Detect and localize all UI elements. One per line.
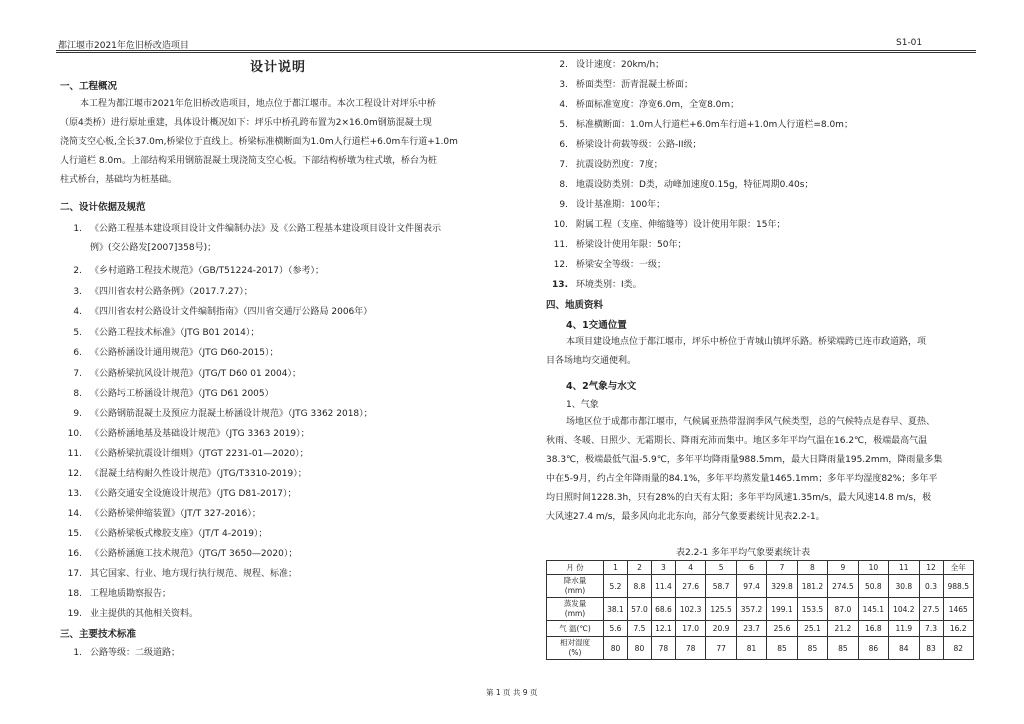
subsection-4-1-heading: 4、1交通位置 xyxy=(566,320,627,331)
table-cell: 86 xyxy=(858,637,888,660)
tech-item-2: 2. 设计速度：20km/h； xyxy=(559,60,665,70)
table-cell: 57.0 xyxy=(627,598,651,621)
spec-item-3: 3. 《四川省农村公路条例》（2017.7.27）； xyxy=(73,287,253,297)
para-line: 目各场地均交通便利。 xyxy=(546,356,637,366)
section-1-heading: 一、工程概况 xyxy=(60,81,118,92)
table-cell: 7 xyxy=(767,561,797,575)
table-cell: 12 xyxy=(919,561,943,575)
table-cell: 83 xyxy=(919,637,943,660)
spec-item-5: 5. 《公路工程技术标准》（JTG B01 2014）； xyxy=(73,328,260,338)
table-cell: 988.5 xyxy=(943,575,974,598)
spec-item-8: 8. 《公路圬工桥涵设计规范》（JTG D61 2005） xyxy=(73,389,274,399)
table-cell: 38.1 xyxy=(604,598,628,621)
table-cell: 全年 xyxy=(943,561,974,575)
para-line: 人行道栏 8.0m。上部结构采用钢筋混凝土现浇简支空心板。下部结构桥墩为柱式墩，桥台为桩 xyxy=(60,156,437,166)
para-line: 场地区位于成都市都江堰市，气候属亚热带湿润季风气候类型，总的气候特点是春早、夏热、 xyxy=(566,417,936,427)
table-row xyxy=(547,621,974,637)
table-cell: 12.1 xyxy=(651,621,675,637)
para-line: 秋雨、冬暖、日照少、无霜期长、降雨充沛而集中。地区多年平均气温在16.2℃，极端最高气温 xyxy=(546,436,928,446)
table-cell: 23.7 xyxy=(736,621,766,637)
table-cell: 5 xyxy=(706,561,736,575)
tech-item-1: 1. 公路等级：二级道路； xyxy=(73,648,181,658)
para-line: 浇简支空心板,全长37.0m,桥梁位于直线上。桥梁标准横断面为1.0m人行道栏+6.0m车行道+1.0m xyxy=(60,137,458,147)
row-label-cell: 蒸发量 (mm) xyxy=(547,598,604,621)
table-cell: 10 xyxy=(858,561,888,575)
tech-item-5: 5. 标准横断面：1.0m人行道栏+6.0m车行道+1.0m人行道栏=8.0m； xyxy=(559,120,853,130)
spec-item-4: 4. 《四川省农村公路设计文件编制指南》（四川省交通厅公路局 2006年） xyxy=(73,307,373,317)
table-cell: 1 xyxy=(604,561,628,575)
table-cell: 11.4 xyxy=(651,575,675,598)
table-caption: 表2.2-1 多年平均气象要素统计表 xyxy=(676,548,811,558)
table-cell: 102.3 xyxy=(675,598,705,621)
table-cell: 21.2 xyxy=(828,621,858,637)
tech-item-9: 9. 设计基准期：100年； xyxy=(559,200,666,210)
table-row xyxy=(547,575,974,598)
table-cell: 274.5 xyxy=(828,575,858,598)
page-title: 设计说明 xyxy=(250,60,307,75)
spec-item-7: 7. 《公路桥梁抗风设计规范》（JTG/T D60 01 2004）； xyxy=(73,369,301,379)
table-cell: 80 xyxy=(627,637,651,660)
tech-item-3: 3. 桥面类型：沥青混凝土桥面； xyxy=(559,80,694,90)
tech-item-11: 11. 桥梁设计使用年限：50年； xyxy=(553,240,687,250)
table-cell: 27.6 xyxy=(675,575,705,598)
climate-table xyxy=(546,560,974,660)
para-line: 柱式桥台，基础均为桩基础。 xyxy=(60,175,178,185)
table-cell: 153.5 xyxy=(797,598,827,621)
tech-item-13: 13. 环境类别：I类。 xyxy=(552,280,642,290)
table-cell: 5.6 xyxy=(604,621,628,637)
row-label-cell: 气 温(℃) xyxy=(547,621,604,637)
row-label-cell: 降水量 (mm) xyxy=(547,575,604,598)
table-cell: 145.1 xyxy=(858,598,888,621)
drawing-code: S1-01 xyxy=(896,38,923,48)
section-1-paragraph xyxy=(60,95,500,190)
table-cell: 78 xyxy=(675,637,705,660)
table-cell: 11.9 xyxy=(889,621,919,637)
subsection-4-2-heading: 4、2气象与水文 xyxy=(566,381,637,392)
table-cell: 30.8 xyxy=(889,575,919,598)
table-cell: 104.2 xyxy=(889,598,919,621)
para-line: 大风速27.4 m/s，最多风向北北东向，部分气象要素统计见表2.2-1。 xyxy=(546,512,825,522)
climate-paragraph xyxy=(546,413,976,527)
section-3-heading: 三、主要技术标准 xyxy=(60,629,137,640)
spec-item-1-cont: 例》(交公路发[2007]358号)； xyxy=(90,243,217,253)
spec-item-14: 14. 《公路桥梁伸缩装置》（JT/T 327-2016）； xyxy=(67,509,261,519)
table-cell: 329.8 xyxy=(767,575,797,598)
spec-item-2: 2. 《乡村道路工程技术规范》（GB/T51224-2017）（参考）； xyxy=(73,266,324,276)
table-cell: 85 xyxy=(767,637,797,660)
table-cell: 181.2 xyxy=(797,575,827,598)
para-line: 本项目建设地点位于都江堰市，坪乐中桥位于青城山镇坪乐路。桥梁端跨已连市政道路，项 xyxy=(566,337,927,347)
table-cell: 25.6 xyxy=(767,621,797,637)
table-header-row xyxy=(547,561,974,575)
header-rule-bottom xyxy=(56,52,976,53)
table-cell: 9 xyxy=(828,561,858,575)
table-cell: 82 xyxy=(943,637,974,660)
spec-item-12: 12. 《混凝土结构耐久性设计规范》（JTG/T3310-2019）； xyxy=(67,469,307,479)
tech-item-10: 10. 附属工程（支座、伸缩缝等）设计使用年限：15年； xyxy=(553,220,786,230)
para-line: 均日照时间1228.3h，只有28%的白天有太阳；多年平均风速1.35m/s，最大风速14.8 m/s，极 xyxy=(546,493,932,503)
table-cell: 77 xyxy=(706,637,736,660)
tech-item-8: 8. 地震设防类别：D类，动峰加速度0.15g，特征周期0.40s； xyxy=(559,180,814,190)
page-number: 第 1 页 共 9 页 xyxy=(486,688,538,697)
table-cell: 80 xyxy=(604,637,628,660)
spec-item-10: 10. 《公路桥涵地基及基础设计规范》（JTG 3363 2019）； xyxy=(67,429,310,439)
table-cell: 4 xyxy=(675,561,705,575)
tech-item-7: 7. 抗震设防烈度：7度； xyxy=(559,160,663,170)
table-cell: 81 xyxy=(736,637,766,660)
spec-item-13: 13. 《公路交通安全设施设计规范》（JTG D81-2017）； xyxy=(67,489,297,499)
table-cell: 85 xyxy=(828,637,858,660)
para-line: 38.3℃，极端最低气温-5.9℃，多年平均降雨量988.5mm，最大日降雨量195.2mm，降雨量多集 xyxy=(546,455,943,465)
table-cell: 16.2 xyxy=(943,621,974,637)
table-cell: 27.5 xyxy=(919,598,943,621)
row-label-cell: 相对湿度 (%) xyxy=(547,637,604,660)
table-cell: 16.8 xyxy=(858,621,888,637)
spec-item-19: 19. 业主提供的其他相关资料。 xyxy=(67,609,199,619)
table-cell: 199.1 xyxy=(767,598,797,621)
table-cell: 85 xyxy=(797,637,827,660)
table-cell: 11 xyxy=(889,561,919,575)
tech-item-12: 12. 桥梁安全等级：一级； xyxy=(553,260,667,270)
table-cell: 58.7 xyxy=(706,575,736,598)
table-cell: 2 xyxy=(627,561,651,575)
table-cell: 68.6 xyxy=(651,598,675,621)
table-cell: 7.5 xyxy=(627,621,651,637)
spec-item-17: 17. 其它国家、行业、地方现行执行规范、规程、标准； xyxy=(67,569,298,579)
section-4-heading: 四、地质资料 xyxy=(546,300,604,311)
spec-item-9: 9. 《公路钢筋混凝土及预应力混凝土桥涵设计规范》（JTG 3362 2018）； xyxy=(73,409,373,419)
table-cell: 6 xyxy=(736,561,766,575)
table-cell: 97.4 xyxy=(736,575,766,598)
table-cell: 87.0 xyxy=(828,598,858,621)
table-cell: 50.8 xyxy=(858,575,888,598)
table-row xyxy=(547,637,974,660)
table-cell: 3 xyxy=(651,561,675,575)
spec-item-6: 6. 《公路桥涵设计通用规范》（JTG D60-2015）； xyxy=(73,348,279,358)
section-2-heading: 二、设计依据及规范 xyxy=(60,202,146,213)
weather-item-label: 1、气象 xyxy=(566,400,599,410)
row-label-cell: 月 份 xyxy=(547,561,604,575)
project-name: 都江堰市2021年危旧桥改造项目 xyxy=(58,41,189,51)
para-line: 本工程为都江堰市2021年危旧桥改造项目，地点位于都江堰市。本次工程设计对坪乐中桥 xyxy=(80,99,436,109)
table-cell: 25.1 xyxy=(797,621,827,637)
table-cell: 17.0 xyxy=(675,621,705,637)
table-cell: 20.9 xyxy=(706,621,736,637)
subsection-4-1-paragraph xyxy=(546,333,976,371)
table-cell: 125.5 xyxy=(706,598,736,621)
table-row xyxy=(547,598,974,621)
para-line: 中在5-9月，约占全年降雨量的84.1%，多年平均蒸发量1465.1mm；多年平均湿度82%；多年平 xyxy=(546,474,938,484)
tech-item-4: 4. 桥面标准宽度：净宽6.0m，全宽8.0m； xyxy=(559,100,740,110)
table-cell: 8.8 xyxy=(627,575,651,598)
spec-item-18: 18. 工程地质勘察报告； xyxy=(67,589,172,599)
table-cell: 1465 xyxy=(943,598,974,621)
spec-item-1: 1. 《公路工程基本建设项目设计文件编制办法》及《公路工程基本建设项目设计文件图表示 xyxy=(73,224,442,234)
table-cell: 0.3 xyxy=(919,575,943,598)
table-cell: 357.2 xyxy=(736,598,766,621)
table-cell: 8 xyxy=(797,561,827,575)
table-cell: 7.3 xyxy=(919,621,943,637)
spec-item-11: 11. 《公路桥梁抗震设计细则》（JTGT 2231-01—2020）； xyxy=(67,449,309,459)
table-cell: 5.2 xyxy=(604,575,628,598)
header-rule-top xyxy=(56,50,976,51)
para-line: （原4类桥）进行原址重建，具体设计概况如下：坪乐中桥孔跨布置为2×16.0m钢筋混凝土现 xyxy=(60,118,432,128)
spec-item-16: 16. 《公路桥涵施工技术规范》（JTG/T 3650—2020）； xyxy=(67,549,298,559)
table-cell: 84 xyxy=(889,637,919,660)
spec-item-15: 15. 《公路桥梁板式橡胶支座》（JT/T 4-2019）； xyxy=(67,529,268,539)
tech-item-6: 6. 桥梁设计荷载等级：公路-II级； xyxy=(559,140,702,150)
table-cell: 78 xyxy=(651,637,675,660)
